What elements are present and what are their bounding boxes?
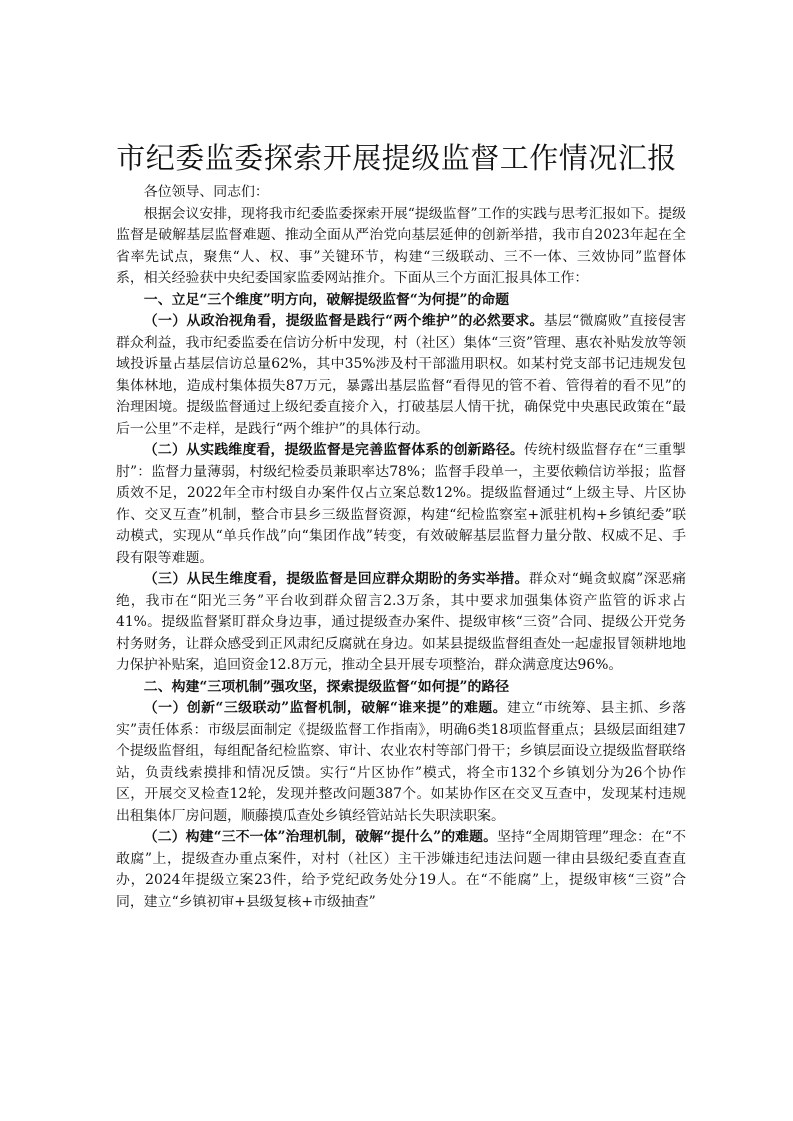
paragraph-body: 基层“微腐败”直接侵害群众利益，我市纪委监委在信访分析中发现，村（社区）集体“三资”管理、惠农补贴发放等领域投诉量占基层信访总量62%，其中35%涉及村干部滥用职权。如某村党支部书记违规发包集体林地，造成村集体损失87万元，暴露出基层监督“看得见的管不着、管得着的看不见”的治理困境。提级监督通过上级纪委直接介入，打破基层人情干扰，确保党中央惠民政策在“最后一公里”不走样，是践行“两个维护”的具体行动。 (116, 313, 686, 437)
section-1-heading: 一、立足“三个维度”明方向，破解提级监督“为何提”的命题 (143, 291, 510, 308)
document-body (116, 182, 686, 913)
paragraph-body: 坚持“全周期管理”理念：在“不敢腐”上，提级查办重点案件，对村（社区）主干涉嫌违纪违法问题一律由县级纪委直查直办，2024年提级立案23件，给予党纪政务处分19人。在“不能腐”上，提级审核“三资”合同，建立“乡镇初审+县级复核+市级抽查” (116, 829, 686, 910)
section-2-paragraph-1 (116, 698, 686, 827)
paragraph-lead: （二）从实践维度看，提级监督是完善监督体系的创新路径。 (143, 442, 524, 458)
section-1-paragraph-3 (116, 569, 686, 677)
paragraph-body: 群众对“蝇贪蚁腐”深恶痛绝，我市在“阳光三务”平台收到群众留言2.3万条，其中要求加强集体资产监管的诉求占41%。提级监督紧盯群众身边事，通过提级查办案件、提级审核“三资”合同、提级公开党务村务财务，让群众感受到正风肃纪反腐就在身边。如某县提级监督组查处一起虚报冒领耕地地力保护补贴案，追回资金12.8万元，推动全县开展专项整治，群众满意度达96%。 (116, 571, 686, 673)
intro-paragraph: 根据会议安排，现将我市纪委监委探索开展“提级监督”工作的实践与思考汇报如下。提级监督是破解基层监督难题、推动全面从严治党向基层延伸的创新举措，我市自2023年起在全省率先试点，聚焦“人、权、事”关键环节，构建“三级联动、三不一体、三效协同”监督体系，相关经验获中央纪委国家监委网站推介。下面从三个方面汇报具体工作： (116, 205, 686, 286)
section-2-paragraph-2 (116, 827, 686, 913)
paragraph-body: 建立“市统筹、县主抓、乡落实”责任体系：市级层面制定《提级监督工作指南》，明确6类18项监督重点；县级层面组建7个提级监督组，每组配备纪检监察、审计、农业农村等部门骨干；乡镇层面设立提级监督联络站，负责线索摸排和情况反馈。实行“片区协作”模式，将全市132个乡镇划分为26个协作区，开展交叉检查12轮，发现并整改问题387个。如某协作区在交叉互查中，发现某村违规出租集体厂房问题，顺藤摸瓜查处乡镇经管站站长失职渎职案。 (116, 700, 686, 824)
paragraph-lead: （二）构建“三不一体”治理机制，破解“提什么”的难题。 (143, 829, 498, 845)
paragraph-lead: （一）创新“三级联动”监督机制，破解“谁来提”的难题。 (143, 700, 507, 716)
document-title: 市纪委监委探索开展提级监督工作情况汇报 (116, 141, 677, 175)
paragraph-body: 传统村级监督存在“三重掣肘”：监督力量薄弱，村级纪检委员兼职率达78%；监督手段单一，主要依赖信访举报；监督质效不足，2022年全市村级自办案件仅占立案总数12%。提级监督通过“上级主导、片区协作、交叉互查”机制，整合市县乡三级监督资源，构建“纪检监察室+派驻机构+乡镇纪委”联动模式，实现从“单兵作战”向“集团作战”转变，有效破解基层监督力量分散、权威不足、手段有限等难题。 (116, 442, 686, 566)
section-1-paragraph-1 (116, 311, 686, 440)
paragraph-lead: （三）从民生维度看，提级监督是回应群众期盼的务实举措。 (143, 571, 529, 587)
section-1-paragraph-2 (116, 440, 686, 569)
section-2-heading: 二、构建“三项机制”强攻坚，探索提级监督“如何提”的路径 (143, 678, 510, 695)
salutation: 各位领导、同志们： (143, 184, 269, 200)
paragraph-lead: （一）从政治视角看，提级监督是践行“两个维护”的必然要求。 (143, 313, 544, 329)
